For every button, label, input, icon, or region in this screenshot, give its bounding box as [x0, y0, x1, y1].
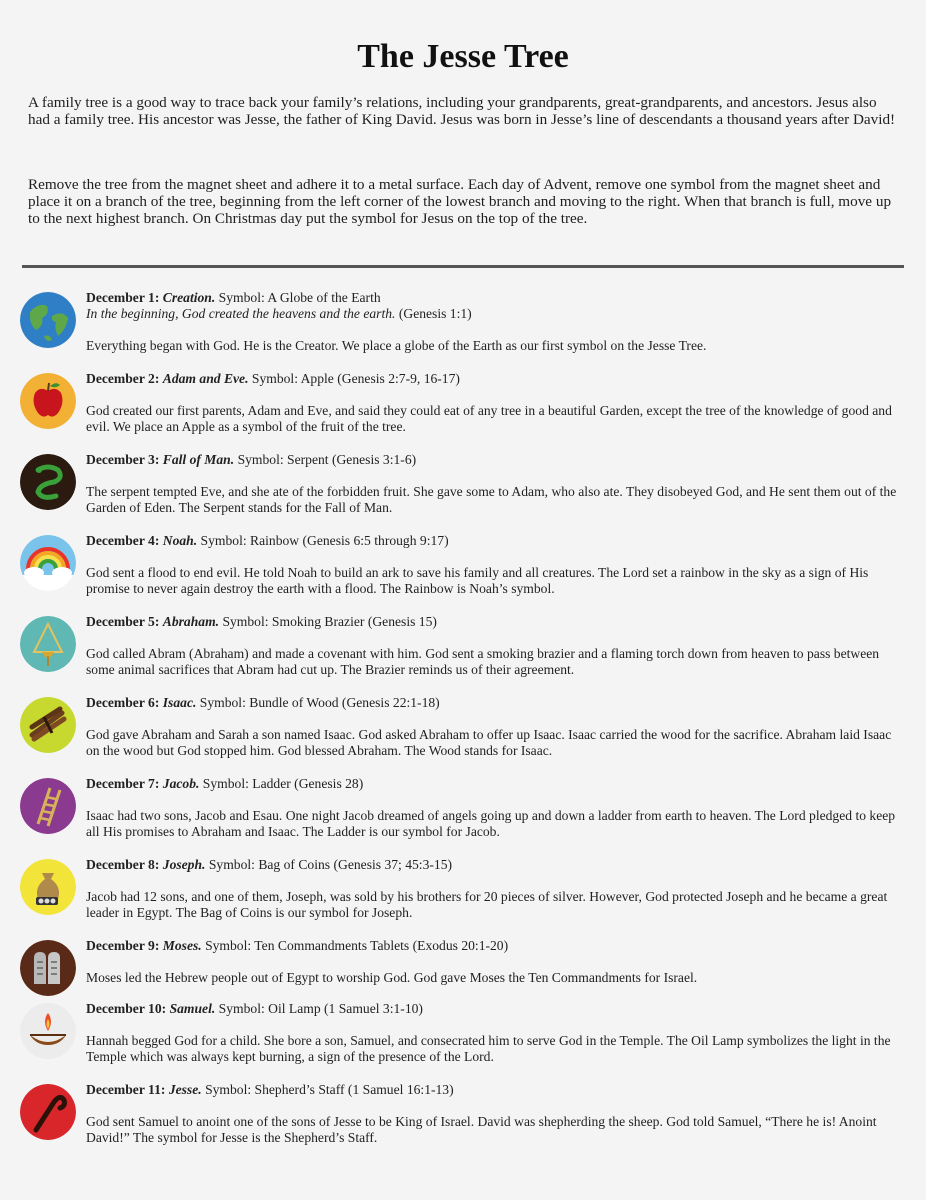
document-page: The Jesse Tree A family tree is a good way to trace back your family’s relations, including your grandparents, great-grandparents, and ancestors. Jesus also had a family tree. His ancestor was Jesse, the father of King David. Jesus was born in Jesse’s line of descendants a thousand years after David! Remove the tree from the magnet sheet and adhere it to a metal surface. Each day of Advent, remove one symbol from the magnet sheet and place it on a branch of the tree, beginning from the left corner of the lowest branch and moving to the right. When that branch is full, move up to the next highest branch. On Christmas day put the symbol for Jesus on the top of the tree. December 1: Creation. Symbol: A Globe of the Earth In the beginning, God created the heavens and the earth. (Genesis 1:1) Everything began with God. He is the Creator. We place a globe of the Earth as our first symbol on the Jesse Tree. December 2: Adam and Eve. Symbol: Apple (Genesis 2:7-9, 16-17) God created our first parents, Adam and Eve, and said they could eat of any tree in a beautiful Garden, except the tree of the knowledge of good and evil. We place an Apple as a symbol of the fruit of the tree. December 3: Fall of Man. Symbol: Serpent (Genesis 3:1-6) The serpent tempted Eve, and she ate of the forbidden fruit. She gave some to Adam, who also ate. They disobeyed God, and He sent them out of the Garden of Eden. The Serpent stands for the Fall of Man. December 4: Noah. Symbol: Rainbow (Genesis 6:5 through 9:17) God sent a flood to end evil. He told Noah to build an ark to save his family and all creatures. The Lord set a rainbow in the sky as a sign of His promise to never again destroy the earth with a flood. The Rainbow is Noah’s symbol. December 5: Abraham. Symbol: Smoking Brazier (Genesis 15) God called Abram (Abraham) and made a covenant with him. God sent a smoking brazier and a flaming torch down from heaven to pass between some animal sacrifices that Abram had cut up. The Brazier reminds us of their agreement. December 6: Isaac. Symbol: Bundle of Wood (Genesis 22:1-18) God gave Abraham and Sarah a son named Isaac. God asked Abraham to offer up Isaac. Isaac carried the wood for the sacrifice. Abraham laid Isaac on the wood but God stopped him. God blessed Abraham. The Wood stands for Isaac. December 7: Jacob. Symbol: Ladder (Genesis 28) Isaac had two sons, Jacob and Esau. One night Jacob dreamed of angels going up and down a ladder from earth to heaven. The Lord pledged to keep all His promises to Abraham and Isaac. The Ladder is our symbol for Jacob. December 8: Joseph. Symbol: Bag of Coins (Genesis 37; 45:3-15) Jacob had 12 sons, and one of them, Joseph, was sold by his brothers for 20 pieces of silver. However, God protected Joseph and he became a great leader in Egypt. The Bag of Coins is our symbol for Joseph. December 9: Moses. Symbol: Ten Commandments Tablets (Exodus 20:1-20) Moses led the Hebrew people out of Egypt to worship God. God gave Moses the Ten Commandments for Israel. December 10: Samuel. Symbol: Oil Lamp (1 Samuel 3:1-10) Hannah begged God for a child. She bore a son, Samuel, and consecrated him to serve God in the Temple. The Oil Lamp symbolizes the light in the Temple which was always kept burning, a sign of the presence of the Lord. December 11: Jesse. Symbol: Shepherd’s Staff (1 Samuel 16:1-13) God sent Samuel to anoint one of the sons of Jesse to be King of Israel. David was shepherding the sheep. God told Samuel, “There he is! Anoint David!” The symbol for Jesse is the Shepherd’s Staff.: [0, 0, 926, 1200]
coin-bag-icon: [20, 859, 76, 915]
tablets-icon: [20, 940, 76, 996]
ladder-icon: [20, 778, 76, 834]
oil-lamp-icon: [20, 1003, 76, 1059]
globe-icon: [20, 292, 76, 348]
divider: [22, 265, 904, 268]
instructions-paragraph: Remove the tree from the magnet sheet and adhere it to a metal surface. Each day of Advent, remove one symbol from the magnet sheet and place it on a branch of the tree, beginning from the left corner of the lowest branch and moving to the right. When that branch is full, move up to the next highest branch. On Christmas day put the symbol for Jesus on the top of the tree.: [28, 176, 892, 227]
intro-paragraph: A family tree is a good way to trace back your family’s relations, including your grandparents, great-grandparents, and ancestors. Jesus also had a family tree. His ancestor was Jesse, the father of King David. Jesus was born in Jesse’s line of descendants a thousand years after David!: [28, 94, 896, 128]
rainbow-icon: [20, 535, 76, 591]
wood-bundle-icon: [20, 697, 76, 753]
page-title: The Jesse Tree: [357, 38, 569, 75]
brazier-icon: [20, 616, 76, 672]
apple-icon: [20, 373, 76, 429]
serpent-icon: [20, 454, 76, 510]
shepherd-staff-icon: [20, 1084, 76, 1140]
